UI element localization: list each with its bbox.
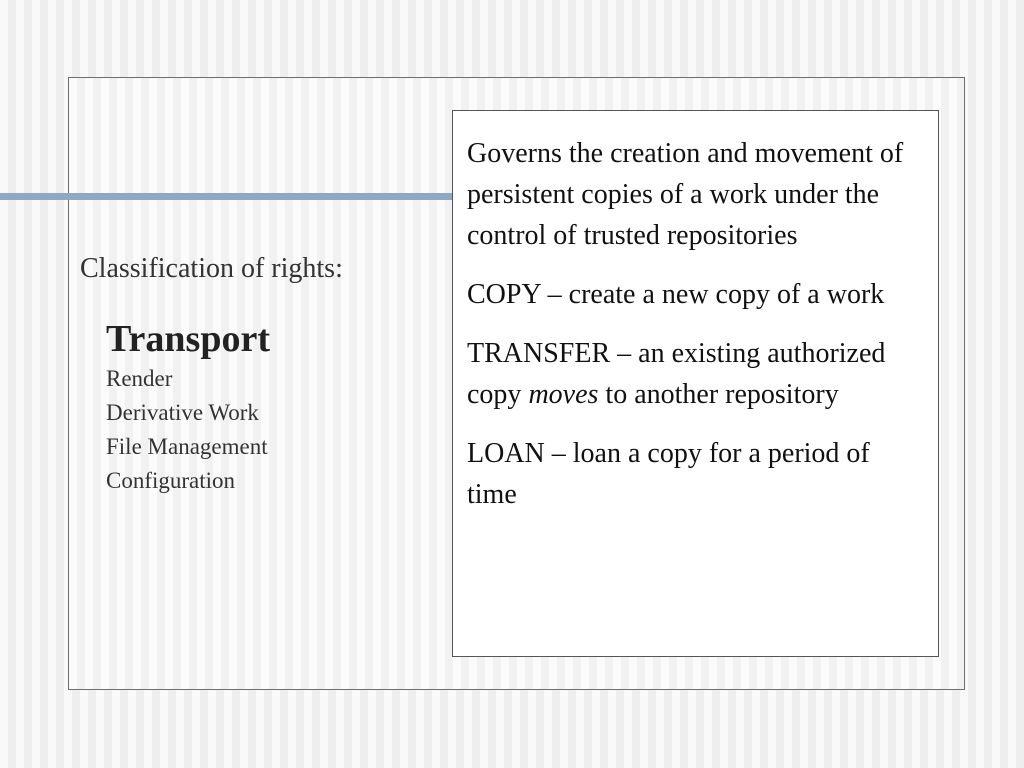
rights-list <box>106 316 430 498</box>
list-item-configuration: Configuration <box>106 468 236 493</box>
transfer-text-before: TRANSFER – an existing authorized copy <box>467 338 886 410</box>
list-item-file-management: File Management <box>106 434 268 459</box>
copy-paragraph: COPY – create a new copy of a work <box>467 279 885 310</box>
list-item-transport: Transport <box>106 318 270 360</box>
intro-paragraph: Governs the creation and movement of persistent copies of a work under the control of trusted repositories <box>467 138 904 251</box>
list-item-derivative-work: Derivative Work <box>106 400 259 425</box>
accent-line <box>0 193 454 200</box>
list-item-render: Render <box>106 366 173 391</box>
left-column <box>80 252 430 498</box>
transfer-text-after: to another repository <box>598 379 839 410</box>
transfer-paragraph <box>467 333 926 415</box>
loan-paragraph: LOAN – loan a copy for a period of time <box>467 438 870 510</box>
section-heading: Classification of rights: <box>80 253 343 284</box>
transfer-emphasis: moves <box>528 379 599 410</box>
transport-description-box <box>452 110 939 657</box>
